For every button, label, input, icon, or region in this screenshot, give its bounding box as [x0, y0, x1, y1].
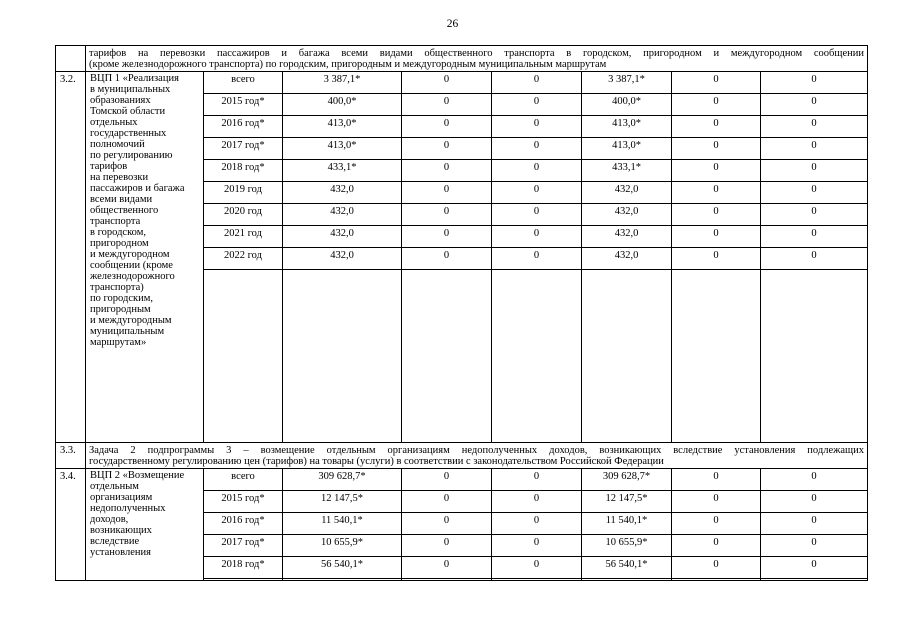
other-value: 0	[761, 513, 868, 535]
regional-value: 0	[492, 513, 582, 535]
blank-cell	[283, 270, 402, 443]
program-name	[86, 72, 204, 443]
program-name-line: отдельных	[90, 117, 138, 128]
federal-value: 0	[402, 535, 492, 557]
year-cell: 2016 год*	[204, 513, 283, 535]
program-name-line: тарифов	[90, 161, 128, 172]
data-row	[56, 469, 868, 491]
other-value: 0	[761, 535, 868, 557]
year-cell: 2015 год*	[204, 94, 283, 116]
other-value: 0	[761, 160, 868, 182]
task-row	[56, 443, 868, 469]
row-number: 3.4.	[56, 469, 86, 581]
blank-cell	[492, 270, 582, 443]
program-name-line: общественного	[90, 205, 159, 216]
total-value: 413,0*	[283, 116, 402, 138]
federal-value: 0	[402, 226, 492, 248]
total-value: 432,0	[283, 204, 402, 226]
local-value: 0	[672, 535, 761, 557]
program-name-line: по городским,	[90, 293, 153, 304]
federal-value: 0	[402, 204, 492, 226]
year-cell: 2019 год	[204, 182, 283, 204]
program-name-line: вследствие	[90, 536, 140, 547]
continuation-row	[56, 46, 868, 72]
federal-value: 0	[402, 160, 492, 182]
program-name-line: пригородным	[90, 304, 151, 315]
blank-cell	[402, 579, 492, 581]
budget-value: 433,1*	[582, 160, 672, 182]
program-name-line: и междугородным	[90, 315, 172, 326]
total-value: 12 147,5*	[283, 491, 402, 513]
program-name-line: ВЦП 2 «Возмещение	[90, 470, 185, 481]
program-name-line: в городском,	[90, 227, 146, 238]
federal-value: 0	[402, 72, 492, 94]
blank-cell	[204, 270, 283, 443]
program-name-line: транспорта)	[90, 282, 144, 293]
other-value: 0	[761, 557, 868, 579]
section-3-2	[56, 72, 868, 443]
federal-value: 0	[402, 116, 492, 138]
year-cell: 2015 год*	[204, 491, 283, 513]
regional-value: 0	[492, 204, 582, 226]
program-name-line: сообщении (кроме	[90, 260, 173, 271]
year-cell: 2018 год*	[204, 557, 283, 579]
local-value: 0	[672, 557, 761, 579]
total-value: 3 387,1*	[283, 72, 402, 94]
budget-value: 400,0*	[582, 94, 672, 116]
program-name-line: на перевозки	[90, 172, 149, 183]
federal-value: 0	[402, 94, 492, 116]
blank-cell	[283, 579, 402, 581]
other-value: 0	[761, 248, 868, 270]
continuation-text: тарифов на перевозки пассажиров и багажа всеми видами общественного транспорта в городском, пригородном и междугородном сообщении (кроме железнодорожного транспорта) по городским, пригородным и междугородным муниципальным маршрутам	[86, 46, 868, 72]
federal-value: 0	[402, 248, 492, 270]
program-name-line: по регулированию	[90, 150, 173, 161]
other-value: 0	[761, 138, 868, 160]
budget-value: 3 387,1*	[582, 72, 672, 94]
regional-value: 0	[492, 248, 582, 270]
total-value: 56 540,1*	[283, 557, 402, 579]
budget-value: 309 628,7*	[582, 469, 672, 491]
other-value: 0	[761, 226, 868, 248]
year-cell: 2020 год	[204, 204, 283, 226]
page-number: 26	[446, 18, 459, 30]
year-cell: всего	[204, 72, 283, 94]
year-cell: всего	[204, 469, 283, 491]
federal-value: 0	[402, 491, 492, 513]
program-name-line: возникающих	[90, 525, 152, 536]
program-name-line: и междугородном	[90, 249, 170, 260]
local-value: 0	[672, 491, 761, 513]
federal-value: 0	[402, 182, 492, 204]
local-value: 0	[672, 469, 761, 491]
budget-value: 432,0	[582, 248, 672, 270]
budget-value: 432,0	[582, 182, 672, 204]
year-cell: 2022 год	[204, 248, 283, 270]
year-cell: 2018 год*	[204, 160, 283, 182]
total-value: 413,0*	[283, 138, 402, 160]
blank-cell	[204, 579, 283, 581]
regional-value: 0	[492, 226, 582, 248]
blank-cell	[402, 270, 492, 443]
regional-value: 0	[492, 469, 582, 491]
local-value: 0	[672, 248, 761, 270]
program-name-line: доходов,	[90, 514, 129, 525]
local-value: 0	[672, 138, 761, 160]
total-value: 433,1*	[283, 160, 402, 182]
program-name-line: ВЦП 1 «Реализация	[90, 73, 179, 84]
program-name-line: образованиях	[90, 95, 151, 106]
year-cell: 2021 год	[204, 226, 283, 248]
program-name-line: недополученных	[90, 503, 166, 514]
year-cell: 2017 год*	[204, 138, 283, 160]
program-name	[86, 469, 204, 581]
program-name-line: транспорта	[90, 216, 141, 227]
blank-cell	[761, 579, 868, 581]
other-value: 0	[761, 94, 868, 116]
other-value: 0	[761, 72, 868, 94]
program-name-line: железнодорожного	[90, 271, 175, 282]
local-value: 0	[672, 116, 761, 138]
row-number-cell	[56, 46, 86, 72]
regional-value: 0	[492, 138, 582, 160]
program-name-line: отдельным	[90, 481, 139, 492]
year-cell: 2016 год*	[204, 116, 283, 138]
other-value: 0	[761, 116, 868, 138]
local-value: 0	[672, 182, 761, 204]
local-value: 0	[672, 94, 761, 116]
total-value: 11 540,1*	[283, 513, 402, 535]
blank-cell	[761, 270, 868, 443]
row-number: 3.2.	[56, 72, 86, 443]
blank-cell	[672, 270, 761, 443]
program-name-line: организациям	[90, 492, 153, 503]
row-number: 3.3.	[56, 443, 86, 469]
budget-value: 432,0	[582, 204, 672, 226]
regional-value: 0	[492, 160, 582, 182]
program-name-line: полномочий	[90, 139, 145, 150]
budget-value: 413,0*	[582, 138, 672, 160]
program-name-line: государственных	[90, 128, 167, 139]
regional-value: 0	[492, 491, 582, 513]
federal-value: 0	[402, 138, 492, 160]
total-value: 309 628,7*	[283, 469, 402, 491]
local-value: 0	[672, 513, 761, 535]
program-name-line: установления	[90, 547, 151, 558]
budget-value: 413,0*	[582, 116, 672, 138]
blank-cell	[582, 270, 672, 443]
blank-cell	[582, 579, 672, 581]
regional-value: 0	[492, 535, 582, 557]
total-value: 400,0*	[283, 94, 402, 116]
task-text: Задача 2 подпрограммы 3 – возмещение отдельным организациям недополученных доходов, возникающих вследствие установления подлежащих государственному регулированию цен (тарифов) на товары (услуги) в соответствии с законодательством Российской Федерации	[86, 443, 868, 469]
budget-value: 432,0	[582, 226, 672, 248]
total-value: 432,0	[283, 248, 402, 270]
regional-value: 0	[492, 94, 582, 116]
other-value: 0	[761, 204, 868, 226]
regional-value: 0	[492, 116, 582, 138]
section-3-4	[56, 469, 868, 581]
regional-value: 0	[492, 557, 582, 579]
federal-value: 0	[402, 513, 492, 535]
federal-value: 0	[402, 557, 492, 579]
program-name-line: маршрутам»	[90, 337, 147, 348]
budget-value: 56 540,1*	[582, 557, 672, 579]
budget-value: 10 655,9*	[582, 535, 672, 557]
other-value: 0	[761, 182, 868, 204]
blank-cell	[492, 579, 582, 581]
program-name-line: в муниципальных	[90, 84, 171, 95]
other-value: 0	[761, 469, 868, 491]
other-value: 0	[761, 491, 868, 513]
regional-value: 0	[492, 182, 582, 204]
regional-value: 0	[492, 72, 582, 94]
local-value: 0	[672, 204, 761, 226]
program-name-line: Томской области	[90, 106, 166, 117]
local-value: 0	[672, 72, 761, 94]
total-value: 10 655,9*	[283, 535, 402, 557]
data-row	[56, 72, 868, 94]
budget-value: 12 147,5*	[582, 491, 672, 513]
blank-cell	[672, 579, 761, 581]
program-name-line: пассажиров и багажа	[90, 183, 185, 194]
program-name-line: муниципальным	[90, 326, 165, 337]
local-value: 0	[672, 226, 761, 248]
budget-table	[55, 45, 868, 581]
year-cell: 2017 год*	[204, 535, 283, 557]
program-name-line: всеми видами	[90, 194, 153, 205]
budget-value: 11 540,1*	[582, 513, 672, 535]
program-name-line: пригородном	[90, 238, 149, 249]
federal-value: 0	[402, 469, 492, 491]
local-value: 0	[672, 160, 761, 182]
total-value: 432,0	[283, 226, 402, 248]
total-value: 432,0	[283, 182, 402, 204]
